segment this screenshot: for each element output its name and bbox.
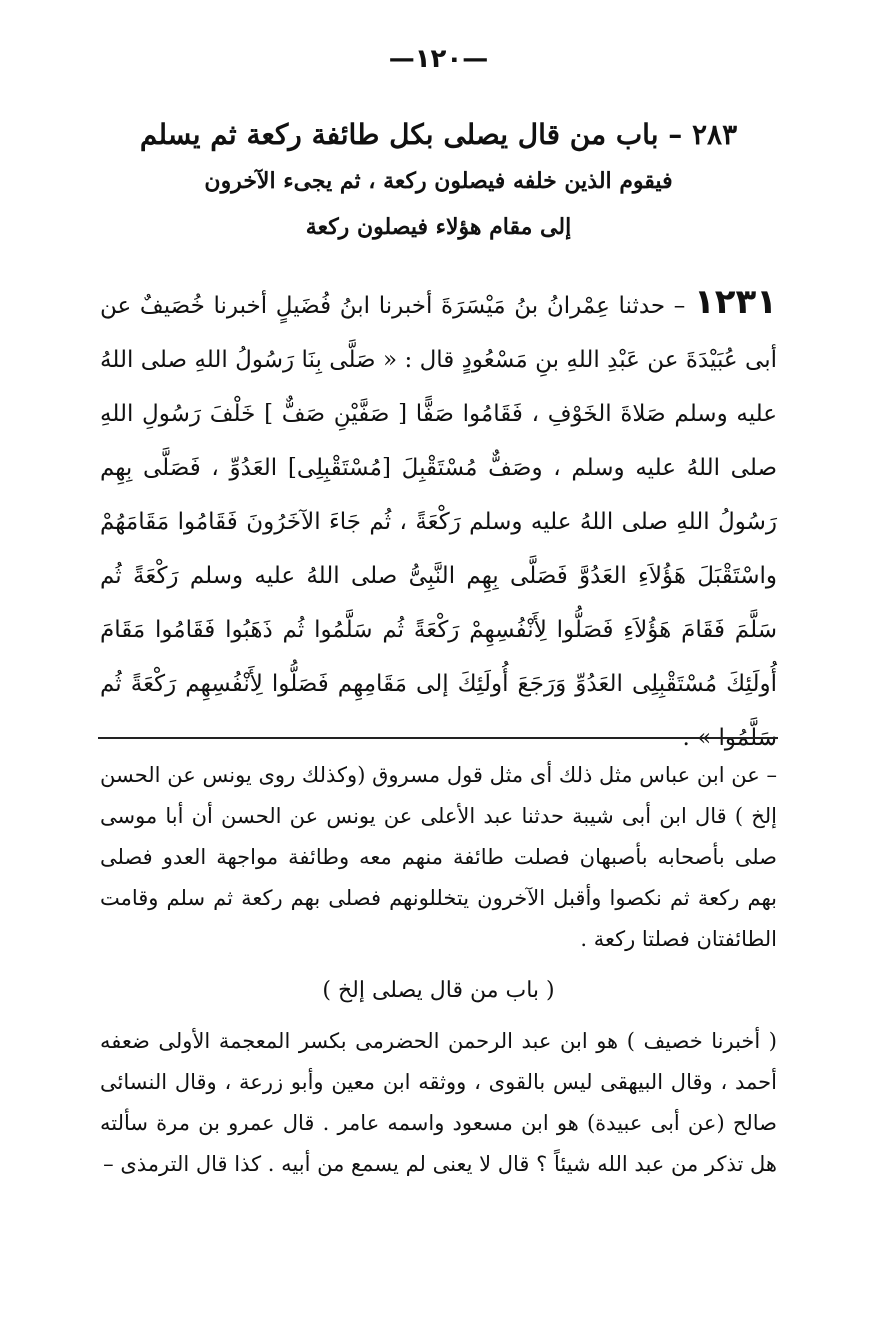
footnote-paragraph-1: – عن ابن عباس مثل ذلك أى مثل قول مسروق (وكذلك روى يونس عن الحسن إلخ ) قال ابن أبى شيبة حدثنا عبد الأعلى عن يونس عن الحسن أن أبا موسى صلى بأصحابه بأصبهان فصلت طائفة منهم معه وطائفة مواجهة العدو فصلى بهم ركعة ثم نكصوا وأقبل الآخرون يتخللونهم فصلى بهم ركعة ثم سلم وقامت الطائفتان فصلتا ركعة .	[100, 763, 777, 951]
footnote-divider	[98, 737, 778, 739]
hadith-number: ١٢٣١	[693, 282, 777, 322]
page-number: —١٢٠—	[388, 44, 489, 74]
hadith-body	[100, 275, 777, 765]
footnote-subheading: ( باب من قال يصلى إلخ )	[322, 978, 555, 1003]
chapter-subtitle-line-1: فيقوم الذين خلفه فيصلون ركعة ، ثم يجىء الآخرون	[204, 168, 673, 194]
hadith-text: – حدثنا عِمْرانُ بنُ مَيْسَرَةَ أخبرنا ابنُ فُضَيلٍ أخبرنا خُصَيفٌ عن أبى عُبَيْدَةَ عن عَبْدِ اللهِ بنِ مَسْعُودٍ قال : « صَلَّى بِنَا رَسُولُ اللهِ صلى اللهُ عليه وسلم صَلاةَ الخَوْفِ ، فَقَامُوا صَفًّا [ صَفَّيْنِ صَفٌّ ] خَلْفَ رَسُولِ اللهِ صلى اللهُ عليه وسلم ، وصَفٌّ مُسْتَقْبِلَ [مُسْتَقْبِلِى] العَدُوِّ ، فَصَلَّى بِهِم رَسُولُ اللهِ صلى اللهُ عليه وسلم رَكْعَةً ، ثُم جَاءَ الآخَرُونَ فَقَامُوا مَقَامَهُمْ واسْتَقْبَلَ هَؤُلاَءِ العَدُوَّ فَصَلَّى بِهِم النَّبِىُّ صلى اللهُ عليه وسلم رَكْعَةً ثُم سَلَّمَ فَقَامَ هَؤُلاَءِ فَصَلُّوا لِأَنْفُسِهِمْ رَكْعَةً ثُم سَلَّمُوا ثُم ذَهَبُوا فَقَامُوا مَقَامَ أُولَئِكَ مُسْتَقْبِلِى العَدُوِّ وَرَجَعَ أُولَئِكَ إلى مَقَامِهِم فَصَلُّوا لِأَنْفُسِهِم رَكْعَةً ثُم سَلَّمُوا » .	[100, 293, 777, 751]
chapter-subtitle-line-2: إلى مقام هؤلاء فيصلون ركعة	[305, 214, 572, 240]
chapter-heading	[100, 112, 777, 250]
footnotes	[100, 755, 777, 1185]
chapter-title: ٢٨٣ – باب من قال يصلى بكل طائفة ركعة ثم يسلم	[139, 118, 738, 151]
footnote-paragraph-2: ( أخبرنا خصيف ) هو ابن عبد الرحمن الحضرمى بكسر المعجمة الأولى ضعفه أحمد ، وقال البيهقى ليس بالقوى ، ووثقه ابن معين وأبو زرعة ، وقال النسائى صالح (عن أبى عبيدة) هو ابن مسعود واسمه عامر . قال عمرو بن مرة سألته هل تذكر من عبد الله شيئاً ؟ قال لا يعنى لم يسمع من أبيه . كذا قال الترمذى –	[100, 1029, 777, 1176]
